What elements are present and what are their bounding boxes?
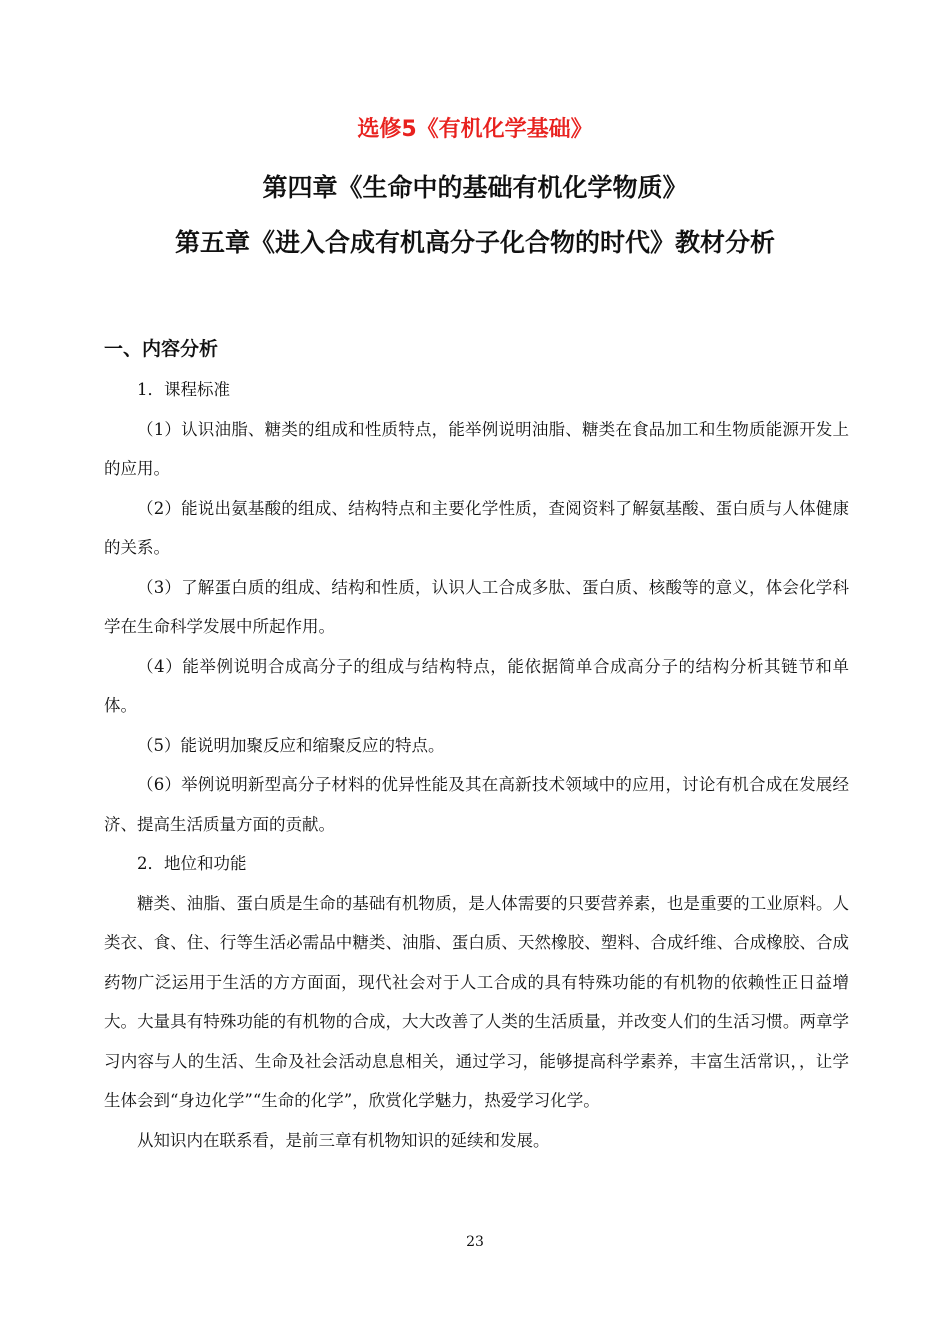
- standard-item-2: （2）能说出氨基酸的组成、结构特点和主要化学性质，查阅资料了解氨基酸、蛋白质与人体健康的关系。: [104, 498, 849, 557]
- subsection-title-role-and-function: 2．地位和功能: [137, 854, 247, 873]
- role-paragraph-1: 糖类、油脂、蛋白质是生命的基础有机物质，是人体需要的只要营养素，也是重要的工业原料。人类衣、食、住、行等生活必需品中糖类、油脂、蛋白质、天然橡胶、塑料、合成纤维、合成橡胶、合成药物广泛运用于生活的方方面面，现代社会对于人工合成的具有特殊功能的有机物的依赖性正日益增大。大量具有特殊功能的有机物的合成，大大改善了人类的生活质量，并改变人们的生活习惯。两章学习内容与人的生活、生命及社会活动息息相关，通过学习，能够提高科学素养，丰富生活常识，，让学生体会到“身边化学”“生命的化学”，欣赏化学魅力，热爱学习化学。: [104, 893, 849, 1110]
- standard-item-5: （5）能说明加聚反应和缩聚反应的特点。: [137, 735, 445, 755]
- chapter5-title: 第五章《进入合成有机高分子化合物的时代》教材分析: [174, 228, 775, 257]
- subsection-title-curriculum-standard: 1．课程标准: [137, 380, 230, 399]
- standard-item-6: （6）举例说明新型高分子材料的优异性能及其在高新技术领域中的应用，讨论有机合成在发展经济、提高生活质量方面的贡献。: [104, 775, 849, 834]
- standard-item-3: （3）了解蛋白质的组成、结构和性质，认识人工合成多肽、蛋白质、核酸等的意义，体会化学科学在生命科学发展中所起作用。: [104, 577, 849, 636]
- chapter4-title: 第四章《生命中的基础有机化学物质》: [262, 173, 688, 202]
- page-number: 23: [466, 1234, 484, 1250]
- course-title: 选修5《有机化学基础》: [357, 117, 593, 142]
- section-heading-content-analysis: 一、内容分析: [104, 338, 219, 360]
- standard-item-1: （1）认识油脂、糖类的组成和性质特点，能举例说明油脂、糖类在食品加工和生物质能源开发上的应用。: [104, 419, 849, 478]
- body-text: [104, 370, 849, 1160]
- role-paragraph-2: 从知识内在联系看，是前三章有机物知识的延续和发展。: [137, 1130, 550, 1150]
- standard-item-4: （4）能举例说明合成高分子的组成与结构特点，能依据简单合成高分子的结构分析其链节和单体。: [104, 656, 849, 715]
